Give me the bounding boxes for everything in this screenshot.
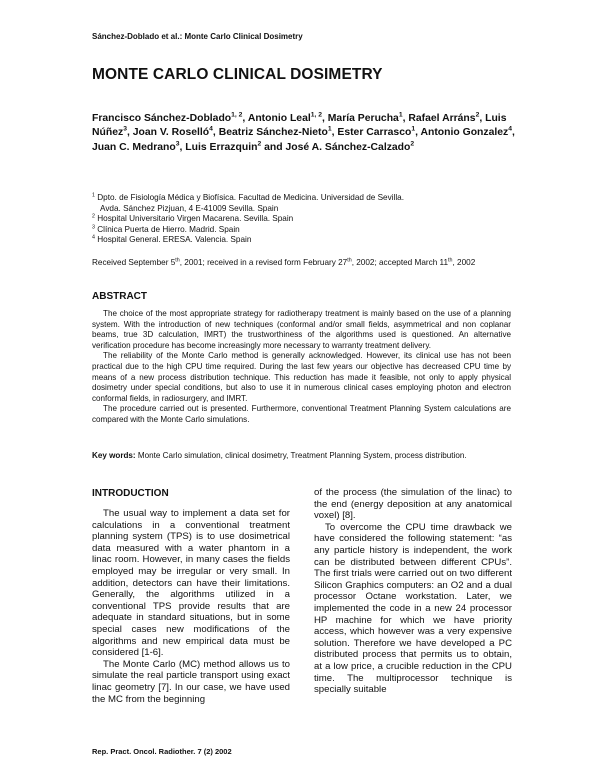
author-name: María Perucha: [327, 113, 399, 124]
left-column: [92, 508, 290, 705]
author-name: Luis Núñez: [92, 113, 507, 139]
abstract-heading: ABSTRACT: [92, 291, 147, 302]
running-head: Sánchez-Doblado et al.: Monte Carlo Clinical Dosimetry: [92, 32, 303, 41]
affiliation-1: $^1$ Dpto. de Fisiología Médica y Biofísica. Facultad de Medicina. Universidad de Sevilla.: [92, 192, 404, 202]
abstract-paragraph: The choice of the most appropriate strategy for radiotherapy treatment is mainly based on the use of a planning system. With the introduction of new techniques (conformal and/or small fields, asymmetrical and non coplanar beams, true 3D calculation, IMRT) the trustworthiness of the algorithms used is questioned. An alternative verification procedure has become increasingly more necessary to warranty treatment delivery.: [92, 309, 511, 350]
author-affiliation-mark: 4: [209, 125, 213, 133]
abstract-paragraph: The procedure carried out is presented. Furthermore, conventional Treatment Planning System calculations are compared with the Monte Carlo simulations.: [92, 404, 511, 424]
journal-footer: Rep. Pract. Oncol. Radiother. 7 (2) 2002: [92, 747, 232, 756]
author-name: Juan C. Medrano: [92, 141, 176, 153]
author-name: Ester Carrasco: [337, 127, 412, 139]
paper-title: MONTE CARLO CLINICAL DOSIMETRY: [92, 66, 383, 83]
introduction-heading: INTRODUCTION: [92, 488, 169, 499]
body-paragraph: To overcome the CPU time drawback we have considered the following statement: “as any particle history is independent, the work can be distributed between different CPUs”. The first trials were carried out on two different Silicon Graphics computers: an O2 and a dual processor Octane workstation. Later, we implemented the code in a new 24 processor HP machine for which we have priority access, which however was a very expensive solution. Therefore we have developed a PC distributed process that permits us to obtain, at a low price, a crucible reduction in the CPU time. The multiprocessor technique is specially suitable: [314, 521, 512, 696]
author-name: Beatriz Sánchez-Nieto: [218, 127, 328, 139]
author-name: Rafael Arráns: [408, 113, 476, 124]
body-paragraph: The usual way to implement a data set for calculations in a conventional treatment planning system (TPS) is to use dosimetrical data measured with a water phantom in a linac room. However, in many cases the fields employed may be irregular or very small. In addition, detectors can have their limitations. Generally, the algorithms utilized in a conventional TPS provide results that are adequate in standard situations, but in some special cases new modifications of the algorithms and new empirical data must be considered [1-6].: [92, 508, 290, 659]
author-name: Joan V. Roselló: [132, 127, 210, 139]
author-affiliation-mark: 1: [411, 125, 416, 133]
keywords: [92, 451, 511, 462]
author-name: José A. Sánchez-Calzado: [285, 141, 411, 153]
author-affiliation-mark: 1: [327, 125, 332, 133]
author-list: Francisco Sánchez-Doblado$^{1, 2}$, Antonio Leal$^{1, 2}$, María Perucha$^1$, Rafael Arráns$^2$, Luis Núñez$^3$, Joan V. Roselló$^4$, Beatriz Sánchez-Nieto$^1$, Ester Carrasco$^1$, Antonio Gonzalez$^4$, Juan C. Medrano$^3$, Luis Errazquin$^2$ and José A. Sánchez-Calzado$^2$: [92, 111, 515, 153]
abstract-paragraph: The reliability of the Monte Carlo method is generally acknowledged. However, its clinical use has not been practical due to the high CPU time required. During the last few years our objective has decreased CPU time by means of a new process distribution technique. This reduction has made it feasible, not only to apply physical dosimetry under special conditions, but also to use it in numerous clinical cases employing photon and electron conformal fields, in radiosurgery, and IMRT.: [92, 351, 511, 403]
abstract-body: [92, 309, 511, 426]
affiliation-1-address: Avda. Sánchez Pizjuan, 4 E-41009 Sevilla. Spain: [100, 203, 279, 213]
affiliation-3: $^3$ Clínica Puerta de Hierro. Madrid. Spain: [92, 224, 240, 234]
author-name: Antonio Gonzalez: [420, 127, 509, 139]
author-affiliation-mark: 2: [410, 140, 415, 148]
author-affiliation-mark: 1, 2: [310, 111, 322, 119]
body-paragraph: The Monte Carlo (MC) method allows us to simulate the real particle transport using exact linac geometry [7]. In our case, we have used the MC from the beginning: [92, 658, 290, 705]
author-affiliation-mark: 4: [508, 125, 512, 133]
author-affiliation-mark: 3: [123, 125, 127, 133]
author-affiliation-mark: 1: [398, 111, 403, 119]
author-affiliation-mark: 1, 2: [231, 111, 243, 119]
author-name: Francisco Sánchez-Doblado: [92, 113, 232, 124]
body-paragraph-continued: of the process (the simulation of the linac) to the end (energy deposition at any anatomical voxel) [8].: [314, 487, 512, 522]
author-affiliation-mark: 2: [257, 140, 262, 148]
author-affiliation-mark: 2: [475, 111, 480, 119]
affiliation-2: $^2$ Hospital Universitario Virgen Macarena. Sevilla. Spain: [92, 213, 294, 224]
author-name: Antonio Leal: [247, 113, 311, 124]
author-affiliation-mark: 3: [175, 140, 180, 148]
keywords-label: Key words:: [92, 451, 136, 460]
received-dates: Received September 5th, 2001; received in a revised form February 27th, 2002; accepted March 11th, 2002: [92, 257, 476, 267]
affiliations: [92, 193, 404, 246]
affiliation-4: $^4$ Hospital General. ERESA. Valencia. Spain: [92, 234, 252, 245]
author-name: Luis Errazquin: [185, 141, 258, 153]
right-column: [314, 487, 512, 696]
keywords-text: Monte Carlo simulation, clinical dosimetry, Treatment Planning System, process distribution.: [135, 451, 467, 460]
